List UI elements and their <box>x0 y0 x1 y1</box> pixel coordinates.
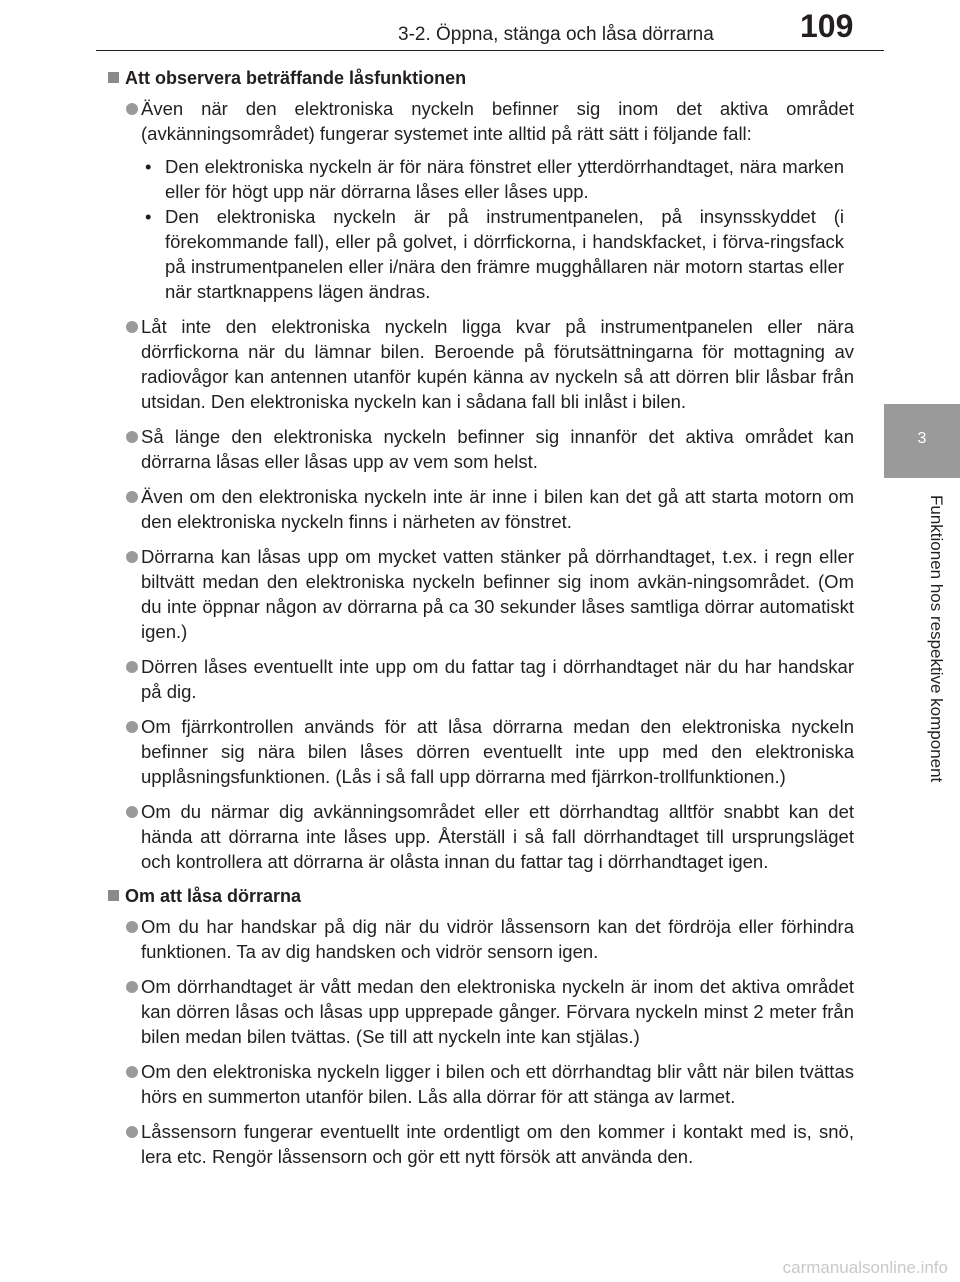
bullet-dot-icon <box>126 806 138 818</box>
list-item <box>108 799 854 874</box>
list-item <box>108 914 854 964</box>
section-heading-text: Att observera beträffande låsfunktionen <box>125 68 467 88</box>
chapter-side-label-area <box>884 480 960 840</box>
list-item-text: Låt inte den elektroniska nyckeln ligga kvar på instrumentpanelen eller nära dörrfickorna när du lämnar bilen. Beroende på förutsättningarna för mottagning av radiovågor kan antennen utanför kupén känna av nyckeln så att dörren blir låsbar från utsidan. Den elektroniska nyckeln kan i sådana fall bli inlåst i bilen. <box>141 316 854 412</box>
bullet-dot-icon <box>126 1126 138 1138</box>
list-item-text: Så länge den elektroniska nyckeln befinner sig innanför det aktiva området kan dörrarna låsas eller låsas upp av vem som helst. <box>141 426 854 472</box>
list-item <box>108 714 854 789</box>
list-item-text: Även om den elektroniska nyckeln inte är inne i bilen kan det gå att starta motorn om den elektroniska nyckeln finns i närheten av fönstret. <box>141 486 854 532</box>
chapter-side-label: Funktionen hos respektive komponent <box>927 495 946 783</box>
list-item-text: Dörren låses eventuellt inte upp om du fattar tag i dörrhandtaget när du har handskar på dig. <box>141 656 854 702</box>
page-header <box>0 0 960 52</box>
list-item <box>108 1119 854 1169</box>
bullet-dot-icon <box>126 661 138 673</box>
list-item <box>108 96 854 304</box>
list-item <box>108 1059 854 1109</box>
list-item-text: Om dörrhandtaget är vått medan den elektroniska nyckeln är inom det aktiva området kan dörren låsas och låsas upp upprepade gånger. Förvara nyckeln minst 2 meter från bilen medan bilen tvättas. (Se till att nyckeln inte kan stjälas.) <box>141 976 854 1047</box>
section-heading-text: Om att låsa dörrarna <box>125 886 302 906</box>
bullet-dot-icon <box>126 491 138 503</box>
list-item <box>108 484 854 534</box>
bullet-dot-icon <box>126 103 138 115</box>
bullet-dot-icon <box>126 981 138 993</box>
list-item-text: Om fjärrkontrollen används för att låsa dörrarna medan den elektroniska nyckeln befinner sig nära bilen låses dörren eventuellt inte upp med den elektroniska upplåsningsfunktionen. (Lås i så fall upp dörrarna med fjärrkon-trollfunktionen.) <box>141 716 854 787</box>
sub-list-item <box>141 204 844 304</box>
page-content <box>108 66 854 1179</box>
sub-list-item-text: Den elektroniska nyckeln är på instrumentpanelen, på insynsskyddet (i förekommande fall), eller på golvet, i dörrfickorna, i handskfacket, i förva-ringsfack på instrumentpanelen eller i/nära den främre mugghållaren när motorn startas eller när startknappens lägen ändras. <box>165 206 844 302</box>
header-rule <box>96 50 884 51</box>
page-number: 109 <box>800 8 854 44</box>
section-heading <box>108 66 854 90</box>
bullet-dot-icon <box>126 1066 138 1078</box>
list-item-text: Låssensorn fungerar eventuellt inte ordentligt om den kommer i kontakt med is, snö, lera etc. Rengör låssensorn och gör ett nytt försök att använda den. <box>141 1121 854 1167</box>
sub-list-item-text: Den elektroniska nyckeln är för nära fönstret eller ytterdörrhandtaget, nära marken eller för högt upp när dörrarna låses eller låses upp. <box>165 156 844 202</box>
list-item-text: Även när den elektroniska nyckeln befinner sig inom det aktiva området (avkänningsområdet) fungerar systemet inte alltid på rätt sätt i följande fall: <box>141 98 854 144</box>
list-item <box>108 544 854 644</box>
chapter-tab <box>884 404 960 478</box>
chapter-title: 3-2. Öppna, stänga och låsa dörrarna <box>398 24 714 45</box>
section-heading <box>108 884 854 908</box>
chapter-tab-number: 3 <box>917 430 927 447</box>
list-item <box>108 974 854 1049</box>
sub-list-item <box>141 154 844 204</box>
section-square-icon <box>108 72 119 83</box>
list-item <box>108 314 854 414</box>
bullet-dot-icon <box>126 721 138 733</box>
bullet-dot-icon <box>126 321 138 333</box>
list-item-text: Om den elektroniska nyckeln ligger i bilen och ett dörrhandtag blir vått när bilen tvättas hörs en summerton utanför bilen. Lås alla dörrar för att stänga av larmet. <box>141 1061 854 1107</box>
watermark: carmanualsonline.info <box>782 1258 948 1277</box>
bullet-icon: • <box>145 206 152 227</box>
list-item <box>108 424 854 474</box>
bullet-dot-icon <box>126 921 138 933</box>
list-item-text: Om du har handskar på dig när du vidrör låssensorn kan det fördröja eller förhindra funktionen. Ta av dig handsken och vidrör sensorn igen. <box>141 916 854 962</box>
bullet-icon: • <box>145 156 152 177</box>
list-item <box>108 654 854 704</box>
bullet-dot-icon <box>126 431 138 443</box>
list-item-text: Dörrarna kan låsas upp om mycket vatten stänker på dörrhandtaget, t.ex. i regn eller biltvätt medan den elektroniska nyckeln befinner sig inom avkän-ningsområdet. (Om du inte öppnar någon av dörrarna på ca 30 sekunder låses samtliga dörrar automatiskt igen.) <box>141 546 854 642</box>
list-item-text: Om du närmar dig avkänningsområdet eller ett dörrhandtag alltför snabbt kan det hända att dörrarna inte låses upp. Återställ i så fall dörrhandtaget till ursprungsläget och kontrollera att dörrarna är olåsta innan du fattar tag i dörrhandtaget igen. <box>141 801 854 872</box>
sub-list <box>141 154 854 304</box>
bullet-dot-icon <box>126 551 138 563</box>
section-square-icon <box>108 890 119 901</box>
